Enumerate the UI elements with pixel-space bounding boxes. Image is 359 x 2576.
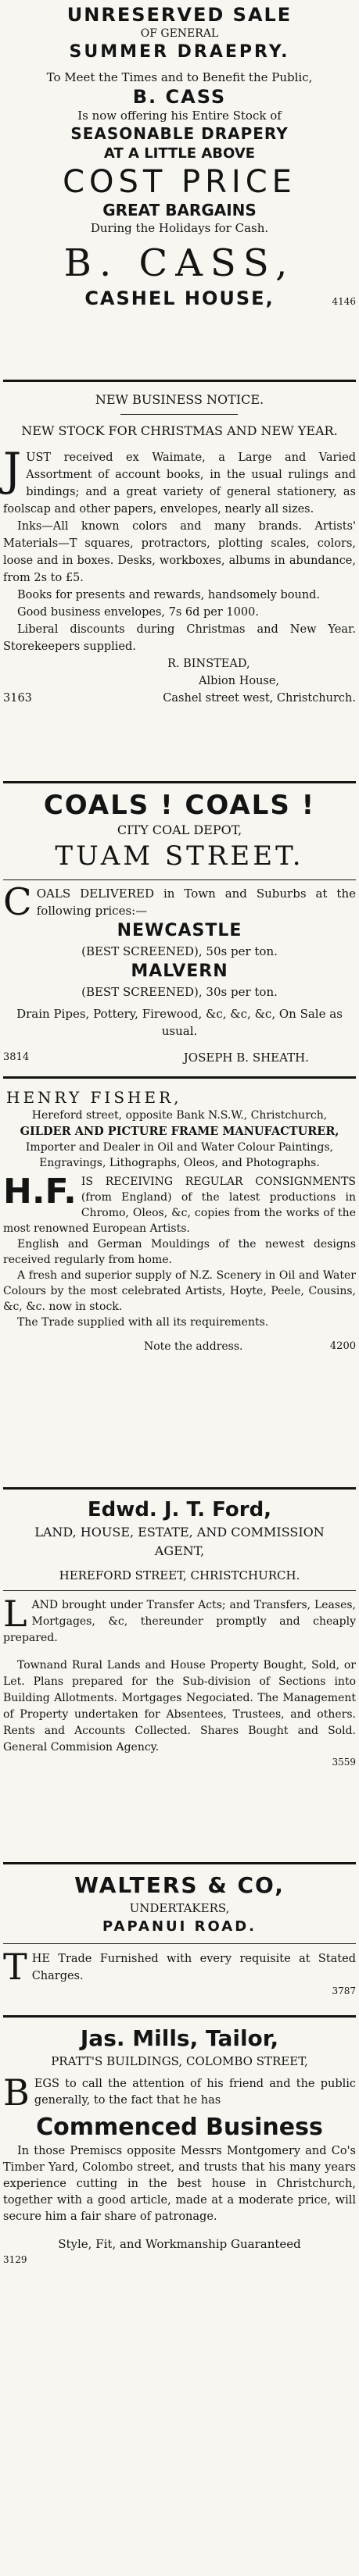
dropcap-letter: C <box>3 880 32 924</box>
divider <box>3 1862 356 1864</box>
dropcap-letter: T <box>3 1946 27 1988</box>
street-heading: PAPANUI ROAD. <box>102 1918 257 1935</box>
paragraph: IS RECEIVING REGULAR CONSIGNMENTS (from England) of the latest productions in Chromo, Oleos, &c, copies from the works of the most renowned European Artists. <box>3 1176 356 1235</box>
business-heading: LAND, HOUSE, ESTATE, AND COMMISSION AGENT, <box>34 1525 325 1558</box>
street-heading: TUAM STREET. <box>55 840 304 872</box>
ford-ad <box>0 1497 359 1768</box>
ad-reference: 3787 <box>332 1986 356 1996</box>
short-divider <box>120 414 238 415</box>
paragraph: Liberal discounts during Christmas and New Year. Storekeepers supplied. <box>3 623 356 653</box>
proprietor-name: Jas. Mills, Tailor, <box>80 2025 279 2051</box>
commenced-heading: Commenced Business <box>36 2114 323 2141</box>
proprietor-name: HENRY FISHER, <box>6 1088 182 1107</box>
paragraph: A fresh and superior supply of N.Z. Scenery in Oil and Water Colours by the most celebrated Artists, Hoyte, Peele, Cousins, &c, &c. now in stock. <box>3 1269 356 1313</box>
coals-ad <box>0 789 359 1066</box>
dropcap-letter: L <box>3 1593 27 1635</box>
paragraph: UST received ex Waimate, a Large and Varied Assortment of account books, in the usual rulings and bindings; and a great variety of general stationery, as foolscap and other papers, envelopes, nearly all sizes. <box>3 451 356 516</box>
paragraph: OALS DELIVERED in Town and Suburbs at the following prices:— <box>36 887 356 918</box>
headline: COALS ! COALS ! <box>43 790 316 821</box>
address: Cashel street west, Christchurch. <box>163 692 356 705</box>
ad-reference: 3559 <box>332 1757 356 1768</box>
intro-text: To Meet the Times and to Benefit the Public, <box>46 70 313 84</box>
cass-sale-ad <box>0 3 359 311</box>
coal-price: (BEST SCREENED), 50s per ton. <box>81 944 278 958</box>
stock-heading: NEW STOCK FOR CHRISTMAS AND NEW YEAR. <box>21 423 338 438</box>
paragraph: HE Trade Furnished with every requisite at Stated Charges. <box>31 1953 356 1982</box>
paragraph: Good business envelopes, 7s 6d per 1000. <box>17 606 259 619</box>
stock-heading: SEASONABLE DRAPERY <box>70 124 289 143</box>
coal-type: MALVERN <box>131 962 228 981</box>
paragraph: Drain Pipes, Pottery, Firewood, &c, &c, &c, On Sale as usual. <box>16 1007 343 1038</box>
divider <box>3 1943 356 1944</box>
bargains-heading: GREAT BARGAINS <box>102 201 257 219</box>
house-name: CASHEL HOUSE, <box>84 287 275 309</box>
proprietor-name: Edwd. J. T. Ford, <box>87 1498 272 1522</box>
coal-price: (BEST SCREENED), 30s per ton. <box>81 985 278 999</box>
dropcap-letter: J <box>3 443 22 496</box>
trade-heading: GILDER AND PICTURE FRAME MANUFACTURER, <box>20 1125 339 1138</box>
paragraph: AND brought under Transfer Acts; and Transfers, Leases, Mortgages, &c, thereunder promptly and cheaply prepared. <box>3 1599 356 1644</box>
headline-summer: SUMMER DRAEPRY. <box>69 42 290 62</box>
notice-heading: NEW BUSINESS NOTICE. <box>95 392 264 407</box>
owner-name-large: B. CASS, <box>63 241 296 285</box>
walters-ad <box>0 1871 359 1997</box>
ad-reference: 4200 <box>329 1340 356 1352</box>
holidays-text: During the Holidays for Cash. <box>90 221 269 235</box>
divider <box>3 2015 356 2018</box>
ad-reference: 3163 <box>3 692 32 705</box>
divider <box>3 781 356 783</box>
street-heading: HEREFORD STREET, CHRISTCHURCH. <box>59 1568 300 1582</box>
offering-text: Is now offering his Entire Stock of <box>77 109 282 123</box>
divider <box>3 1590 356 1591</box>
divider <box>3 1076 356 1079</box>
binstead-ad <box>0 391 359 707</box>
ad-reference: 4146 <box>332 296 356 307</box>
note: Note the address. <box>144 1340 243 1353</box>
paragraph: Inks—All known colors and many brands. Artists' Materials—T squares, protractors, plotting scales, colors, loose and in boxes. Desks, workboxes, albums in abundance, from 2s to £5. <box>3 520 356 584</box>
paragraph: Townand Rural Lands and House Property Bought, Sold, or Let. Plans prepared for the Sub-division of Sections into Building Allotments. Mortgages Negociated. The Management of Property undertaken for Absentees, Trustees, and others. Rents and Accounts Collected. Shares Bought and Sold. General Commision Agency. <box>3 1659 356 1754</box>
paragraph: English and German Mouldings of the newest designs received regularly from home. <box>3 1238 356 1266</box>
paragraph: Engravings, Lithographs, Oleos, and Photographs. <box>39 1157 320 1169</box>
proprietor-name: WALTERS & CO, <box>74 1872 285 1898</box>
price-heading: AT A LITTLE ABOVE <box>103 145 256 162</box>
trade-heading: UNDERTAKERS, <box>129 1901 230 1915</box>
owner-name: B. CASS <box>132 86 227 108</box>
depot-name: CITY COAL DEPOT, <box>117 822 242 837</box>
house-name: Albion House, <box>199 675 280 687</box>
divider <box>3 380 356 382</box>
address: Hereford street, opposite Bank N.S.W., Christchurch, <box>31 1109 328 1122</box>
divider <box>3 1487 356 1490</box>
ad-reference: 3814 <box>3 1051 30 1063</box>
proprietor-name: R. BINSTEAD, <box>167 658 250 670</box>
cost-price-heading: COST PRICE <box>63 164 296 200</box>
ad-reference: 3129 <box>3 2254 27 2265</box>
paragraph: The Trade supplied with all its requirements. <box>17 1316 269 1329</box>
fisher-ad <box>0 1087 359 1355</box>
paragraph: Importer and Dealer in Oil and Water Colour Paintings, <box>25 1141 334 1154</box>
divider <box>3 879 356 880</box>
mills-ad <box>0 2025 359 2266</box>
dropcap-letter: B <box>3 2071 30 2114</box>
paragraph: Books for presents and rewards, handsomely bound. <box>17 589 321 601</box>
paragraph: In those Premiscs opposite Messrs Montgomery and Co's Timber Yard, Colombo street, and trusts that his many years experience cutting in the best house in Christchurch, together with a good article, made at a moderate price, will secure him a fair share of patronage. <box>3 2145 356 2223</box>
subheading: OF GENERAL <box>140 27 219 40</box>
paragraph: EGS to call the attention of his friend and the public generally, to the fact that he has <box>34 2078 356 2107</box>
address-heading: PRATT'S BUILDINGS, COLOMBO STREET, <box>51 2054 308 2068</box>
proprietor-name: JOSEPH B. SHEATH. <box>183 1051 309 1065</box>
headline: UNRESERVED SALE <box>66 4 293 26</box>
guarantee-text: Style, Fit, and Workmanship Guaranteed <box>58 2237 301 2251</box>
hf-initials: H.F. <box>3 1172 77 1211</box>
coal-type: NEWCASTLE <box>117 921 242 940</box>
